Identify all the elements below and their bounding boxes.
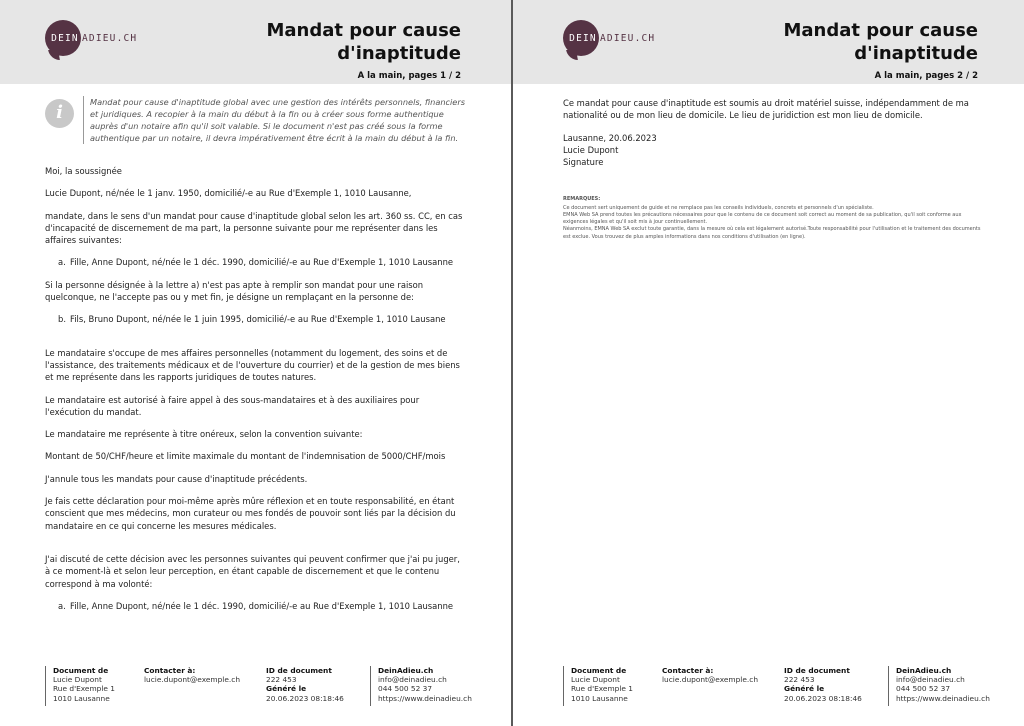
paragraph: Moi, la soussignée (45, 166, 122, 176)
signature-block (563, 132, 983, 169)
title-line-2: d'inaptitude (854, 43, 978, 64)
paragraph: J'annule tous les mandats pour cause d'inaptitude précédents. (45, 473, 308, 484)
footer-label: ID de document (784, 666, 850, 675)
list-marker: a. (58, 257, 66, 268)
paragraph: Si la personne désignée à la lettre a) n'est pas apte à remplir son mandat pour une raison quelconque, ne l'accepte pas ou y met fin, je désigne un remplaçant en la personne de: (45, 279, 424, 303)
page-subtitle: A la main, pages 1 / 2 (357, 71, 461, 81)
title-line-1: Mandat pour cause (266, 20, 461, 41)
document-title (266, 19, 461, 65)
author-name: Lucie Dupont (571, 675, 620, 685)
remarks-line: Néanmoins, EMNA Web SA exclut toute garantie, dans la mesure où cela est légalement autorisé.Toute responsabilité pour l'utilisation et le traitement des documents est exclue. Vous trouvez de plus amples informations dans nos conditions d'utilisation (en ligne). (563, 226, 981, 240)
company-email-link[interactable]: info@deinadieu.ch (896, 675, 965, 685)
page-footer (45, 666, 472, 706)
logo-text-dein: DEIN (569, 32, 597, 44)
footer-label: Contacter à: (662, 666, 714, 675)
page-header (513, 0, 1024, 84)
signature-label: Signature (563, 157, 604, 168)
author-city: 1010 Lausanne (571, 693, 628, 703)
paragraph: Lucie Dupont, né/née le 1 janv. 1950, domicilié/-e au Rue d'Exemple 1, 1010 Lausanne, (45, 188, 412, 199)
list-marker: b. (58, 314, 66, 325)
list-marker: a. (58, 600, 66, 611)
list-item-text: Fils, Bruno Dupont, né/née le 1 juin 1995, domicilié/-e au Rue d'Exemple 1, 1010 Lausane (70, 314, 446, 325)
company-phone: 044 500 52 37 (378, 684, 433, 694)
footer-label: DeinAdieu.ch (896, 666, 952, 675)
paragraph: Le mandataire est autorisé à faire appel à des sous-mandataires et à des auxiliaires pour l'exécution du mandat. (45, 394, 420, 417)
list-item (45, 600, 465, 612)
paragraph: J'ai discuté de cette décision avec les personnes suivantes qui peuvent confirmer que j'ai pu juger, à ce moment-là et selon leur perception, en étant capable de discernement et que le contenu correspond à ma volonté: (45, 553, 460, 589)
contact-email-link[interactable]: lucie.dupont@exemple.ch (144, 675, 241, 685)
document-id: 222 453 (266, 675, 297, 685)
list-item (45, 256, 465, 268)
spacer (45, 336, 465, 347)
footer-label: Document de (571, 666, 627, 675)
generated-timestamp: 20.06.2023 08:18:46 (784, 693, 862, 703)
paragraph: Montant de 50/CHF/heure et limite maximale du montant de l'indemnisation de 5000/CHF/mois (45, 451, 446, 462)
info-icon: i (45, 99, 74, 128)
page-body (45, 96, 465, 622)
paragraph: Je fais cette déclaration pour moi-même après mûre réflexion et en toute responsabilité, en étant conscient que mes médecins, mon curateur ou mes fondés de pouvoir sont liés par la décision du mandataire en ce qui concerne les mesures médicales. (45, 496, 456, 531)
author-city: 1010 Lausanne (53, 693, 110, 703)
paragraph: Ce mandat pour cause d'inaptitude est soumis au droit matériel suisse, indépendamment de ma nationalité ou de mon lieu de domicile. Le lieu de juridiction est mon lieu de domicile. (563, 98, 969, 121)
footer-company (888, 666, 990, 706)
page-footer (563, 666, 990, 706)
paragraph: mandate, dans le sens d'un mandat pour cause d'inaptitude global selon les art. 360 ss. CC, en cas d'incapacité de discernement de ma part, la personne suivante pour me représenter dans les affaires suivantes: (45, 210, 463, 246)
page-2 (513, 0, 1024, 726)
generated-timestamp: 20.06.2023 08:18:46 (266, 693, 344, 703)
footer-company (370, 666, 472, 706)
speech-bubble-icon (563, 20, 599, 56)
page-header (0, 0, 511, 84)
footer-author (45, 666, 115, 706)
list-item-text: Fille, Anne Dupont, né/née le 1 déc. 1990, domicilié/-e au Rue d'Exemple 1, 1010 Lausanne (70, 257, 454, 268)
footer-author (563, 666, 633, 706)
footer-label: Généré le (784, 684, 825, 694)
footer-contact (144, 666, 240, 684)
page-subtitle: A la main, pages 2 / 2 (874, 71, 978, 81)
page-1 (0, 0, 511, 726)
deinadieu-logo (563, 20, 655, 56)
spacer (45, 542, 465, 553)
company-website-link[interactable]: https://www.deinadieu.ch (378, 693, 472, 703)
logo-text-dein: DEIN (51, 32, 79, 44)
speech-bubble-icon (45, 20, 81, 56)
page-body (563, 97, 983, 241)
company-phone: 044 500 52 37 (896, 684, 951, 694)
info-note-text: Mandat pour cause d'inaptitude global avec une gestion des intérêts personnels, financiers et juridiques. A recopier à la main du début à la fin ou à créer sous forme authentique auprès d'un notaire afin qu'il soit valable. Si le document n'est pas créé sous la forme authentique par un notaire, il devra impérativement être écrit à la main du début à la fin. (83, 96, 465, 144)
remarks-line: EMNA Web SA prend toutes les précautions nécessaires pour que le contenu de ce document soit correct au moment de sa publication, qu'il soit conforme aux exigences légales et qu'il soit mis à jour continuellement. (563, 211, 962, 226)
paragraph: Le mandataire me représente à titre onéreux, selon la convention suivante: (45, 429, 363, 440)
remarks (563, 196, 983, 240)
footer-label: Document de (53, 666, 109, 675)
list-item (45, 313, 465, 325)
logo-text-adieu: ADIEU.CH (82, 32, 138, 44)
contact-email-link[interactable]: lucie.dupont@exemple.ch (662, 675, 759, 685)
list-item-text: Fille, Anne Dupont, né/née le 1 déc. 1990, domicilié/-e au Rue d'Exemple 1, 1010 Lausanne (70, 600, 454, 611)
remarks-title: REMARQUES: (563, 196, 601, 203)
footer-label: Généré le (266, 684, 307, 694)
footer-label: Contacter à: (144, 666, 196, 675)
title-line-2: d'inaptitude (337, 43, 461, 64)
footer-doc-id (784, 666, 862, 703)
footer-contact (662, 666, 758, 684)
deinadieu-logo (45, 20, 137, 56)
place-date: Lausanne, 20.06.2023 (563, 132, 657, 143)
logo-text-adieu: ADIEU.CH (600, 32, 656, 44)
title-line-1: Mandat pour cause (783, 20, 978, 41)
footer-label: ID de document (266, 666, 332, 675)
author-street: Rue d'Exemple 1 (571, 684, 634, 694)
footer-label: DeinAdieu.ch (378, 666, 434, 675)
document-id: 222 453 (784, 675, 815, 685)
footer-doc-id (266, 666, 344, 703)
author-name: Lucie Dupont (53, 675, 102, 685)
signer-name: Lucie Dupont (563, 144, 619, 155)
company-email-link[interactable]: info@deinadieu.ch (378, 675, 447, 685)
company-website-link[interactable]: https://www.deinadieu.ch (896, 693, 990, 703)
paragraph: Le mandataire s'occupe de mes affaires personnelles (notamment du logement, des soins et de l'assistance, des traitements médicaux et de l'ouverture du courrier) et de la gestion de mes biens et me représente dans les rapports juridiques de toutes natures. (45, 347, 460, 383)
author-street: Rue d'Exemple 1 (53, 684, 116, 694)
remarks-line: Ce document sert uniquement de guide et ne remplace pas les conseils individuels, concrets et personnels d'un spécialiste. (563, 204, 874, 211)
document-title (783, 19, 978, 65)
info-note (45, 96, 465, 144)
